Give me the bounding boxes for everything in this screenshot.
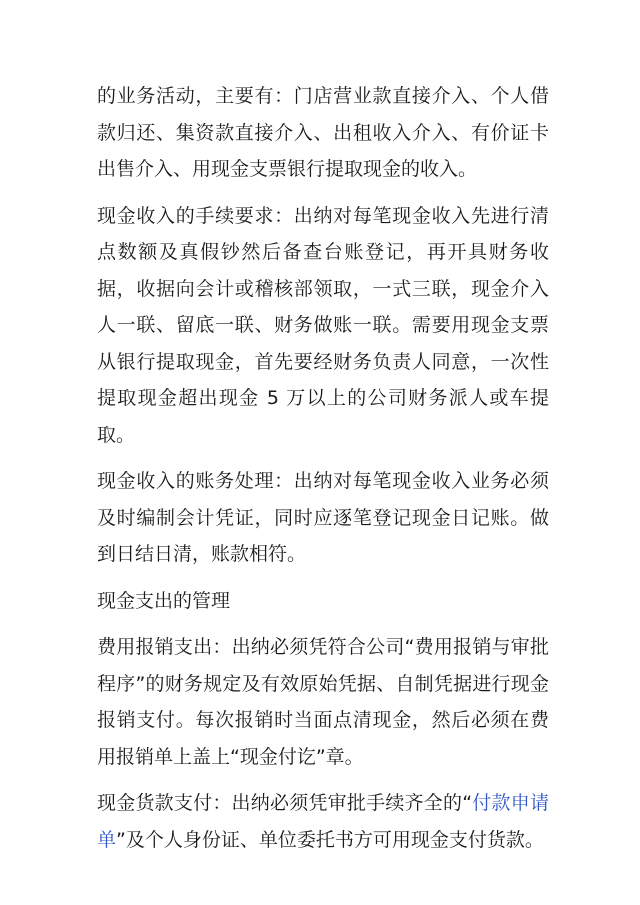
paragraph-income-procedure: 现金收入的手续要求：出纳对每笔现金收入先进行清点数额及真假钞然后备查台账登记，再开具财务收据，收据向会计或稽核部领取，一式三联，现金介入人一联、留底一联、财务做账一联。需要用现金支票从银行提取现金，首先要经财务负责人同意，一次性提取现金超出现金 5 万以上的公司财务派人或车提取。 (97, 204, 549, 446)
paragraph-income-activities: 的业务活动，主要有：门店营业款直接介入、个人借款归还、集资款直接介入、出租收入介入、有价证卡出售介入、用现金支票银行提取现金的收入。 (97, 85, 549, 180)
cash-payment-text-before: 现金货款支付：出纳必须凭审批手续齐全的“ (97, 792, 473, 814)
paragraph-cash-payment (97, 785, 549, 858)
paragraph-expense-reimbursement: 费用报销支出：出纳必须凭符合公司“费用报销与审批程序”的财务规定及有效原始凭据、自制凭据进行现金报销支付。每次报销时当面点清现金，然后必须在费用报销单上盖上“现金付讫”章。 (97, 636, 549, 768)
paragraph-income-accounting: 现金收入的账务处理：出纳对每笔现金收入业务必须及时编制会计凭证，同时应逐笔登记现金日记账。做到日结日清，账款相符。 (97, 470, 549, 565)
document-body (97, 78, 549, 868)
section-heading-cash-expenditure: 现金支出的管理 (97, 589, 231, 612)
payment-request-link[interactable]: 付款申请单 (97, 792, 549, 851)
cash-payment-text-after: ”及个人身份证、单位委托书方可用现金支付货款。 (116, 828, 544, 851)
